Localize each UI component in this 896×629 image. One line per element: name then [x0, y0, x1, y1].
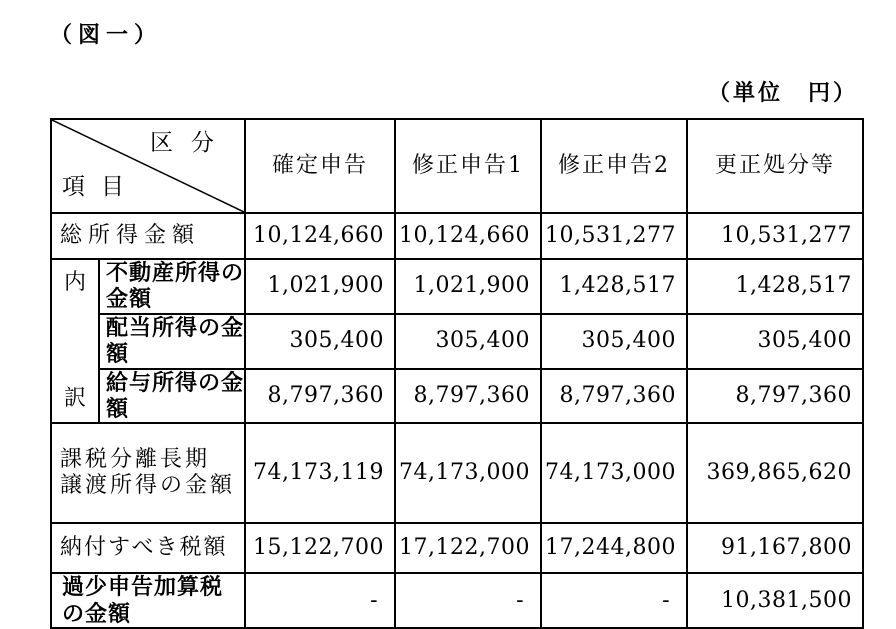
row-label: 総所得金額 [51, 213, 245, 259]
cell-value: 74,173,000 [541, 423, 687, 523]
cell-value: 91,167,800 [687, 523, 863, 573]
unit-label: （単位 円） [707, 80, 858, 106]
cell-value: 10,531,277 [541, 213, 687, 259]
cell-value: 1,428,517 [541, 259, 687, 314]
cell-value: - [541, 573, 687, 628]
column-header: 修正申告2 [541, 119, 687, 213]
cell-value: 17,244,800 [541, 523, 687, 573]
cell-value: 8,797,360 [687, 369, 863, 424]
row-label: 配当所得の金額 [99, 314, 245, 369]
cell-value: 8,797,360 [541, 369, 687, 424]
cell-value: - [245, 573, 395, 628]
cell-value: 10,531,277 [687, 213, 863, 259]
cell-value: 10,124,660 [245, 213, 395, 259]
table-row-salary [51, 369, 863, 424]
cell-value: 305,400 [395, 314, 541, 369]
table-row-real-estate [51, 259, 863, 314]
row-label-line2: 譲渡所得の金額 [60, 473, 236, 499]
column-header: 修正申告1 [395, 119, 541, 213]
column-header: 確定申告 [245, 119, 395, 213]
tax-table [50, 118, 864, 629]
row-label [51, 423, 245, 523]
table-header-row [51, 119, 863, 213]
cell-value: 305,400 [541, 314, 687, 369]
corner-item-label: 項目 [62, 174, 140, 201]
cell-value: 305,400 [687, 314, 863, 369]
table-row-understatement-penalty [51, 573, 863, 628]
figure-label: （図一） [50, 22, 163, 48]
table-row-total-income [51, 213, 863, 259]
cell-value: 8,797,360 [245, 369, 395, 424]
row-label-line1: 課税分離長期 [60, 446, 211, 472]
cell-value: 15,122,700 [245, 523, 395, 573]
cell-value: 305,400 [245, 314, 395, 369]
row-label: 不動産所得の金額 [99, 259, 245, 314]
cell-value: 74,173,000 [395, 423, 541, 523]
cell-value: 10,124,660 [395, 213, 541, 259]
corner-cell [51, 119, 245, 213]
table-row-tax-payable [51, 523, 863, 573]
cell-value: 1,021,900 [395, 259, 541, 314]
cell-value: 1,021,900 [245, 259, 395, 314]
breakdown-top-char: 内 [63, 270, 86, 295]
cell-value: 8,797,360 [395, 369, 541, 424]
cell-value: 74,173,119 [245, 423, 395, 523]
cell-value: 10,381,500 [687, 573, 863, 628]
cell-value: 17,122,700 [395, 523, 541, 573]
breakdown-side-label [51, 259, 99, 423]
breakdown-bottom-char: 訳 [63, 385, 86, 411]
cell-value: - [395, 573, 541, 628]
column-header: 更正処分等 [687, 119, 863, 213]
row-label: 給与所得の金額 [99, 369, 245, 424]
table-row-long-term-transfer [51, 423, 863, 523]
row-label: 納付すべき税額 [51, 523, 245, 573]
table-row-dividend [51, 314, 863, 369]
cell-value: 1,428,517 [687, 259, 863, 314]
corner-category-label: 区分 [150, 130, 232, 156]
cell-value: 369,865,620 [687, 423, 863, 523]
row-label: 過少申告加算税の金額 [51, 573, 245, 628]
